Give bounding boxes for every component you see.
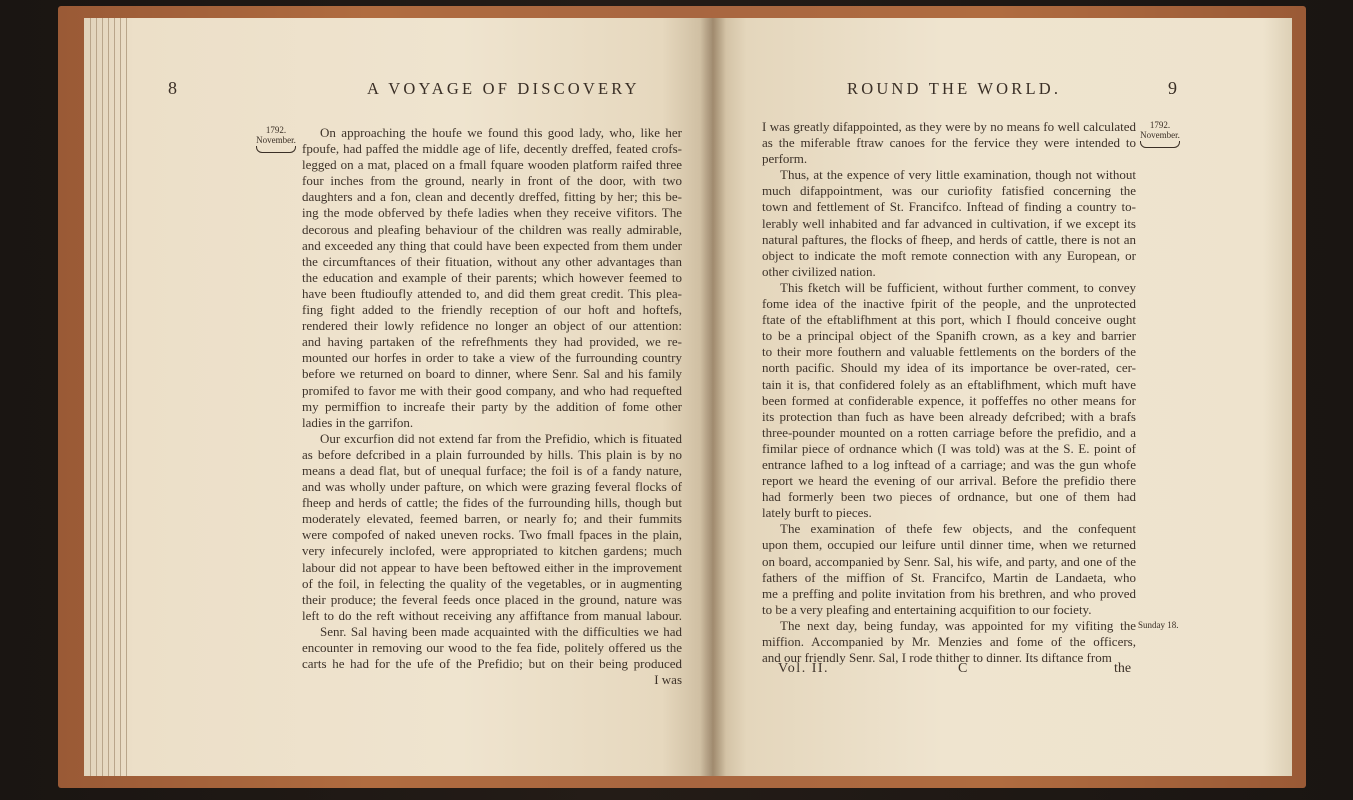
text-line: fheep and herds of cattle; the fides of the furrounding hills, though but — [302, 495, 682, 511]
volume-label: Vol. II. — [778, 661, 830, 676]
text-line: on board, accompanied by Senr. Sal, his wife, and party, and one of the — [762, 553, 1136, 569]
text-line: had formerly been two pieces of ordnance, but one of them had — [762, 489, 1136, 505]
text-line: and exceeded any thing that could have been expected from them under — [302, 237, 682, 253]
text-line: very infecurely inclofed, were appropriated to kitchen gardens; much — [302, 543, 682, 559]
right-page-number: 9 — [1168, 78, 1177, 98]
text-line: rendered their lowly refidence no longer an object of our attention: — [302, 318, 682, 334]
text-line: perform. — [762, 151, 808, 167]
page-edge-line — [126, 18, 127, 776]
text-line: fome idea of the inactive fpirit of the people, and the unprotected — [762, 296, 1136, 312]
text-line: moderately elevated, feemed barren, or nearly fo; and their fummits — [302, 511, 682, 527]
right-running-header: ROUND THE WORLD. — [847, 79, 1062, 98]
text-line: have been ftudioufly attended to, and did them great credit. This plea- — [302, 285, 682, 301]
text-line: natural paftures, the flocks of fheep, and herds of cattle, there is not an — [762, 231, 1136, 247]
text-line: labour did not appear to have been beftowed either in the improvement — [302, 559, 682, 575]
text-line: entrance lafhed to a log inftead of a carriage; and was the gun whofe — [762, 456, 1136, 472]
text-line: other civilized nation. — [762, 263, 876, 279]
right-margin-sunday: Sunday 18. — [1138, 620, 1179, 630]
text-line: the circumftances of their fituation, without any other advantages than — [302, 253, 682, 269]
text-line: as the miferable ftraw canoes for the fervice they were intended to — [762, 135, 1136, 151]
text-line: of the foil, in felecting the quality of the vegetables, or in augmenting — [302, 575, 682, 591]
text-line: and our friendly Senr. Sal, I rode thither to dinner. Its diftance from — [762, 650, 1112, 666]
text-line: carts he had for the ufe of the Prefidio; but on their being produced — [302, 656, 682, 672]
page-edge-line — [96, 18, 97, 776]
text-line: daughters and a fon, clean and decently dreffed, fitting by her; this be- — [302, 189, 682, 205]
text-line: as before defcribed in a plain furrounded by hills. This plain is by no — [302, 446, 682, 462]
signature-mark: C — [958, 661, 968, 676]
text-line: Thus, at the expence of very little examination, though not without — [780, 167, 1136, 183]
text-line: me a preffing and polite invitation from his brethren, and who proved — [762, 585, 1136, 601]
text-line: On approaching the houfe we found this good lady, who, like her — [320, 125, 682, 140]
page-edge-line — [108, 18, 109, 776]
right-margin-date — [1140, 120, 1180, 148]
text-line: its protection than fuch as have been already defcribed; with a brafs — [762, 408, 1136, 424]
margin-brace — [1140, 141, 1180, 148]
margin-brace — [256, 146, 296, 153]
right-body-text — [762, 119, 1136, 666]
text-line: Senr. Sal having been made acquainted with the difficulties we had — [320, 623, 682, 639]
catchword: the — [1114, 661, 1132, 676]
text-line: and was wholly under pafture, on which were grazing feveral flocks of — [302, 479, 682, 495]
text-line: to their more fouthern and valuable fettlements on the borders of the — [762, 344, 1136, 360]
text-line: the education and example of their parents; which however feemed to — [302, 269, 682, 285]
text-line: to be a principal object of the Spanifh crown, as a key and barrier — [762, 328, 1136, 344]
text-line: were compofed of naked uneven rocks. Two fmall fpaces in the plain, — [302, 527, 682, 543]
page-edge-line — [114, 18, 115, 776]
text-line: tain it is, that confidered folely as an eftablifhment, which muft have — [762, 376, 1136, 392]
left-page-number: 8 — [168, 78, 177, 98]
text-line: their produce; the feveral feeds once placed in the ground, nature was — [302, 591, 682, 607]
text-line: I was greatly difappointed, as they were by no means fo well calculated — [762, 119, 1136, 134]
left-margin-date — [256, 125, 296, 153]
text-line: been formed at confiderable expence, it poffeffes no other means for — [762, 392, 1136, 408]
text-line: mounted our horfes in order to take a view of the furrounding country — [302, 350, 682, 366]
text-line: town and fettlement of St. Francifco. Inftead of finding a country to- — [762, 199, 1136, 215]
page-edge-line — [102, 18, 103, 776]
text-line: to be a very pleafing and entertaining acquifition to our fociety. — [762, 601, 1092, 617]
text-line: ladies in the garrifon. — [302, 414, 414, 430]
text-line: lately burft to pieces. — [762, 505, 872, 521]
left-running-header: A VOYAGE OF DISCOVERY — [367, 79, 640, 98]
gutter-shadow — [700, 18, 726, 776]
margin-year: 1792. — [265, 125, 287, 135]
text-line: three-pounder mounted on a rotten carriage before the prefidio, and a — [762, 424, 1136, 440]
text-line: legged on a mat, placed on a fmall fquare wooden platform raifed three — [302, 157, 682, 173]
text-line: much difappointment, was our curiofity fatisfied concerning the — [762, 183, 1136, 199]
text-line: encounter in removing our wood to the fea fide, politely offered us the — [302, 640, 682, 655]
text-line: fpoufe, had paffed the middle age of life, decently dreffed, feated crofs- — [302, 141, 682, 157]
text-line: fimilar piece of ordnance which (I was told) was at the S. E. point of — [762, 440, 1136, 456]
page-edge-line — [120, 18, 121, 776]
margin-month: November. — [256, 135, 296, 145]
text-line: decorous and pleafing behaviour of the children was really admirable, — [302, 221, 682, 237]
text-line: The next day, being funday, was appointed for my vifiting the — [780, 617, 1136, 633]
text-line: The examination of thefe few objects, and the confequent — [780, 521, 1136, 537]
text-line: promifed to favor me with their good company, and who had requefted — [302, 382, 682, 398]
text-line: upon them, occupied our leifure until dinner time, when we returned — [762, 537, 1136, 553]
margin-year: 1792. — [1149, 120, 1171, 130]
text-line: I was — [654, 672, 682, 688]
text-line: miffion. Accompanied by Mr. Menzies and fome of the officers, — [762, 634, 1136, 649]
text-line: my permiffion to increafe their party by the addition of fome other — [302, 398, 682, 414]
text-line: north pacific. Should my idea of its importance be over-rated, cer- — [762, 360, 1136, 376]
text-line: report we heard the evening of our arrival. Before the prefidio there — [762, 473, 1136, 489]
text-line: object to indicate the moft remote connection with any European, or — [762, 247, 1136, 263]
text-line: lerably well inhabited and far advanced in cultivation, if we except its — [762, 215, 1136, 231]
margin-month: November. — [1140, 130, 1180, 140]
text-line: before we returned on board to dinner, where Senr. Sal and his family — [302, 366, 682, 382]
text-line: four inches from the ground, nearly in front of the door, with two — [302, 173, 682, 189]
text-line: ftate of the eftablifhment at this port, which I fhould conceive ought — [762, 312, 1136, 328]
text-line: and having partaken of the refrefhments they had provided, we re- — [302, 334, 682, 350]
text-line: This fketch will be fufficient, without further comment, to convey — [780, 279, 1136, 295]
text-line: left to do the reft without receiving any affiftance from manual labour. — [302, 607, 682, 623]
text-line: ing the mode obferved by thefe ladies when they receive vifitors. The — [302, 205, 682, 221]
text-line: fing fight added to the friendly reception of our hoft and hoftefs, — [302, 302, 682, 318]
text-line: means a dead flat, but of unequal furface; the foil is of a fandy nature, — [302, 462, 682, 478]
left-body-text — [302, 125, 682, 688]
text-line: fathers of the miffion of St. Francifco, Martin de Landaeta, who — [762, 569, 1136, 585]
text-line: Our excurfion did not extend far from the Prefidio, which is fituated — [320, 430, 682, 446]
page-edge-line — [90, 18, 91, 776]
